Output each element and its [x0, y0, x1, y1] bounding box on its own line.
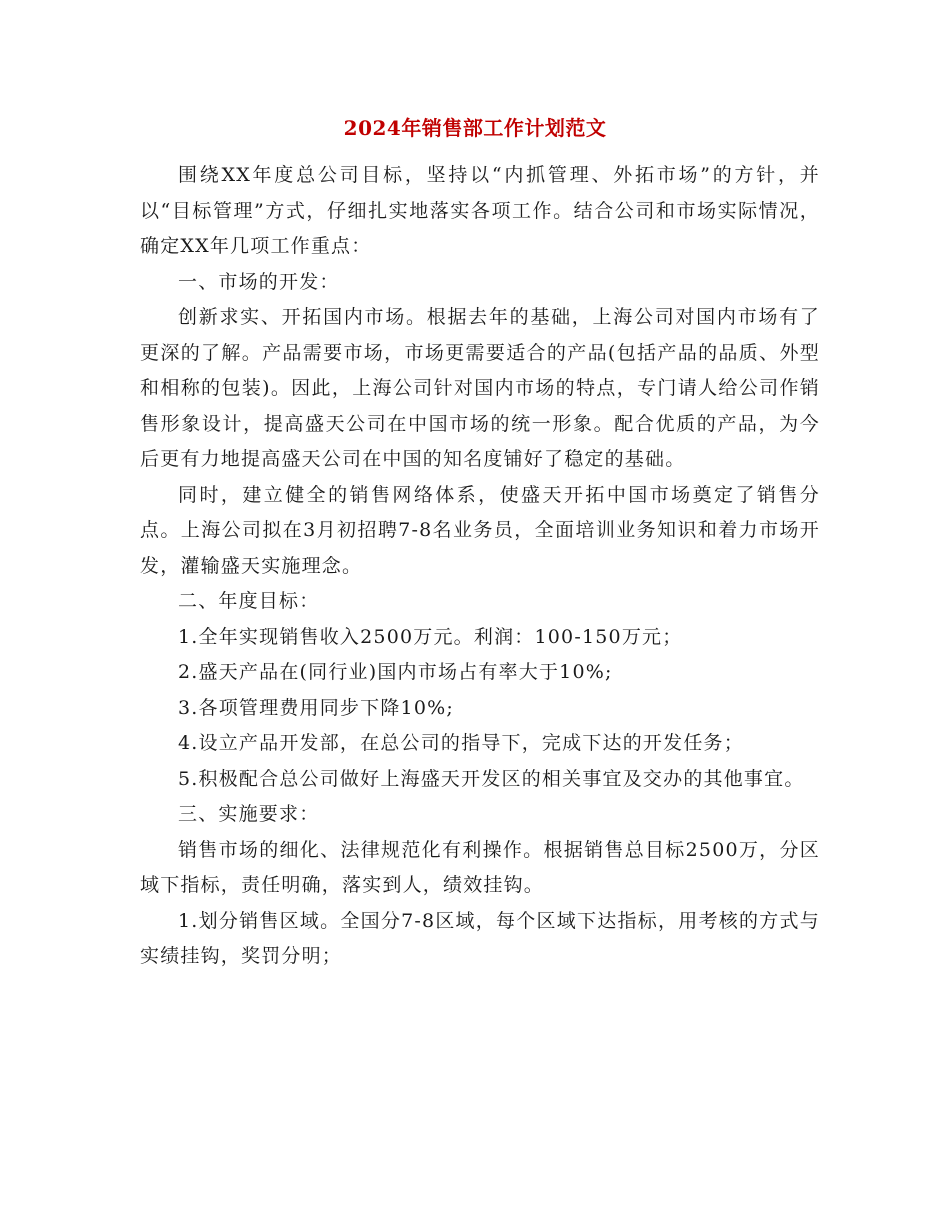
intro-paragraph: 围绕XX年度总公司目标，坚持以“内抓管理、外拓市场”的方针，并以“目标管理”方式，仔细扎实地落实各项工作。结合公司和市场实际情况，确定XX年几项工作重点：: [140, 164, 820, 257]
goal-item-1: 1.全年实现销售收入2500万元。利润：100-150万元；: [178, 625, 683, 648]
goal-item-2: 2.盛天产品在(同行业)国内市场占有率大于10%;: [178, 661, 613, 683]
document-title: 2024年销售部工作计划范文: [343, 116, 607, 140]
implementation-paragraph: 销售市场的细化、法律规范化有利操作。根据销售总目标2500万，分区域下指标，责任明确，落实到人，绩效挂钩。: [140, 838, 820, 896]
section-heading-annual-goals: 二、年度目标：: [178, 590, 320, 612]
section-heading-implementation: 三、实施要求：: [178, 803, 320, 825]
goal-item-3: 3.各项管理费用同步下降10%;: [178, 696, 454, 719]
goal-item-4: 4.设立产品开发部，在总公司的指导下，完成下达的开发任务；: [178, 732, 744, 754]
sales-network-paragraph: 同时，建立健全的销售网络体系，使盛天开拓中国市场奠定了销售分点。上海公司拟在3月初招聘7-8名业务员，全面培训业务知识和着力市场开发，灌输盛天实施理念。: [140, 483, 820, 577]
section-heading-market-development: 一、市场的开发：: [178, 270, 340, 293]
document-body: [140, 158, 820, 975]
implementation-item-1: 1.划分销售区域。全国分7-8区域，每个区域下达指标，用考核的方式与实绩挂钩，奖罚分明；: [140, 909, 820, 967]
market-development-paragraph: 创新求实、开拓国内市场。根据去年的基础，上海公司对国内市场有了更深的了解。产品需要市场，市场更需要适合的产品(包括产品的品质、外型和相称的包装)。因此，上海公司针对国内市场的特点，专门请人给公司作销售形象设计，提高盛天公司在中国市场的统一形象。配合优质的产品，为今后更有力地提高盛天公司在中国的知名度铺好了稳定的基础。: [140, 306, 820, 470]
goal-item-5: 5.积极配合总公司做好上海盛天开发区的相关事宜及交办的其他事宜。: [178, 767, 805, 790]
